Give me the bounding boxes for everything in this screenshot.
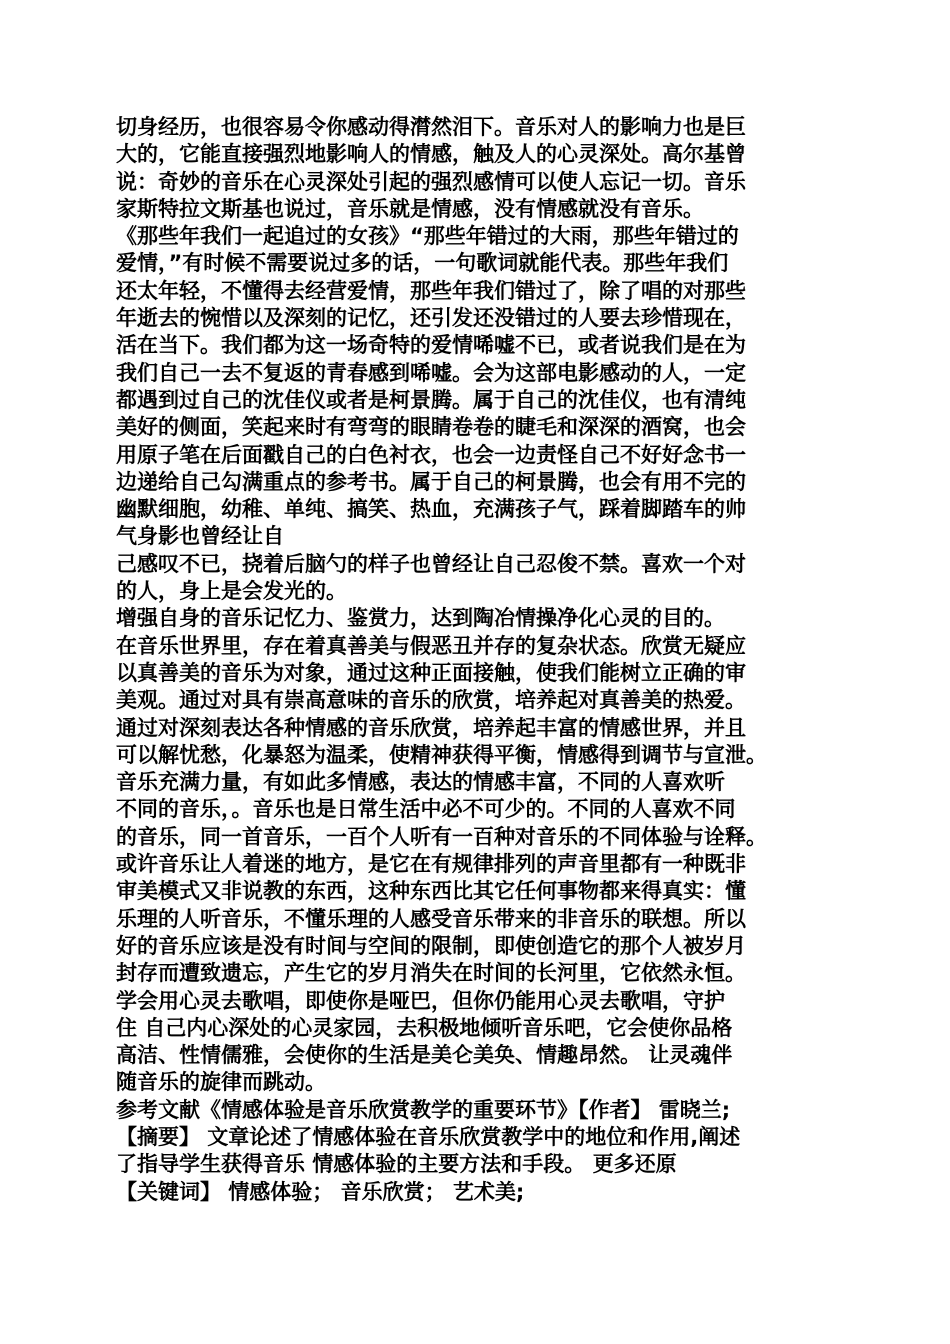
text-line: 或许音乐让人着迷的地方，是它在有规律排列的声音里都有一种既非 xyxy=(116,852,746,877)
text-line: 住 自己内心深处的心灵家园，去积极地倾听音乐吧，它会使你品格 xyxy=(116,1015,733,1040)
text-line: 不同的音乐，。音乐也是日常生活中必不可少的。不同的人喜欢不同 xyxy=(116,797,736,822)
text-line: 美观。通过对具有崇高意味的音乐的欣赏，培养起对真善美的热爱。 xyxy=(116,688,746,713)
text-line: 边递给自己勾满重点的参考书。属于自己的柯景腾，也会有用不完的 xyxy=(116,469,746,494)
abstract-line: 了指导学生获得音乐 情感体验的主要方法和手段。 更多还原 xyxy=(116,1152,677,1177)
text-line: 大的，它能直接强烈地影响人的情感，触及人的心灵深处。高尔基曾 xyxy=(116,142,746,167)
text-line: 的音乐，同一首音乐，一百个人听有一百种对音乐的不同体验与诠释。 xyxy=(116,824,767,849)
abstract-line: 【摘要】 文章论述了情感体验在音乐欣赏教学中的地位和作用,阐述 xyxy=(116,1124,741,1149)
text-line: 可以解忧愁，化暴怒为温柔，使精神获得平衡，情感得到调节与宣泄。 xyxy=(116,742,767,767)
text-line: 年逝去的惋惜以及深刻的记忆，还引发还没错过的人要去珍惜现在， xyxy=(116,306,746,331)
text-line: 高洁、性情儒雅，会使你的生活是美仑美奂、情趣昂然。 让灵魂伴 xyxy=(116,1043,733,1068)
text-line: 以真善美的音乐为对象，通过这种正面接触，使我们能树立正确的审 xyxy=(116,660,746,685)
text-line: 切身经历，也很容易令你感动得潸然泪下。音乐对人的影响力也是巨 xyxy=(116,115,746,139)
text-line: 用原子笔在后面戳自己的白色衬衣，也会一边责怪自己不好好念书一 xyxy=(116,442,746,467)
text-line: 音乐充满力量，有如此多情感，表达的情感丰富，不同的人喜欢听 xyxy=(116,770,725,795)
text-line: 我们自己一去不复返的青春感到唏嘘。会为这部电影感动的人，一定 xyxy=(116,360,746,385)
reference-line: 参考文献《情感体验是音乐欣赏教学的重要环节》【作者】 雷晓兰; xyxy=(116,1097,731,1122)
text-line: 好的音乐应该是没有时间与空间的限制，即使创造它的那个人被岁月 xyxy=(116,933,746,958)
text-line: 学会用心灵去歌唱，即使你是哑巴，但你仍能用心灵去歌唱，守护 xyxy=(116,988,725,1013)
text-line: 说：奇妙的音乐在心灵深处引起的强烈感情可以使人忘记一切。音乐 xyxy=(116,169,746,194)
text-line: 《那些年我们一起追过的女孩》“那些年错过的大雨，那些年错过的 xyxy=(116,224,739,249)
keywords-line: 【关键词】 情感体验； 音乐欣赏； 艺术美; xyxy=(116,1179,525,1204)
text-line: 通过对深刻表达各种情感的音乐欣赏，培养起丰富的情感世界，并且 xyxy=(116,715,746,740)
text-line: 幽默细胞，幼稚、单纯、搞笑、热血，充满孩子气，踩着脚踏车的帅 xyxy=(116,497,746,522)
text-line: 在音乐世界里，存在着真善美与假恶丑并存的复杂状态。欣赏无疑应 xyxy=(116,633,746,658)
text-line: 封存而遭致遗忘，产生它的岁月消失在时间的长河里，它依然永恒。 xyxy=(116,961,746,986)
text-line: 气身影也曾经让自 xyxy=(116,524,284,549)
text-line: 美好的侧面，笑起来时有弯弯的眼睛卷卷的睫毛和深深的酒窝，也会 xyxy=(116,415,746,440)
text-line: 的人，身上是会发光的。 xyxy=(116,579,347,604)
text-line: 己感叹不已，挠着后脑勺的样子也曾经让自己忍俊不禁。喜欢一个对 xyxy=(116,551,746,576)
text-line: 都遇到过自己的沈佳仪或者是柯景腾。属于自己的沈佳仪，也有清纯 xyxy=(116,387,746,412)
text-line: 爱情，”有时候不需要说过多的话，一句歌词就能代表。那些年我们 xyxy=(116,251,729,276)
text-line: 家斯特拉文斯基也说过，音乐就是情感，没有情感就没有音乐。 xyxy=(116,196,704,221)
body-text xyxy=(116,114,856,1206)
text-line: 乐理的人听音乐，不懂乐理的人感受音乐带来的非音乐的联想。所以 xyxy=(116,906,746,931)
text-line: 还太年轻，不懂得去经营爱情，那些年我们错过了，除了唱的对那些 xyxy=(116,278,746,303)
text-line: 随音乐的旋律而跳动。 xyxy=(116,1070,326,1095)
text-line: 活在当下。我们都为这一场奇特的爱情唏嘘不已，或者说我们是在为 xyxy=(116,333,746,358)
text-line: 审美模式又非说教的东西，这种东西比其它任何事物都来得真实：懂 xyxy=(116,879,746,904)
text-line: 增强自身的音乐记忆力、鉴赏力，达到陶冶情操净化心灵的目的。 xyxy=(116,606,725,631)
